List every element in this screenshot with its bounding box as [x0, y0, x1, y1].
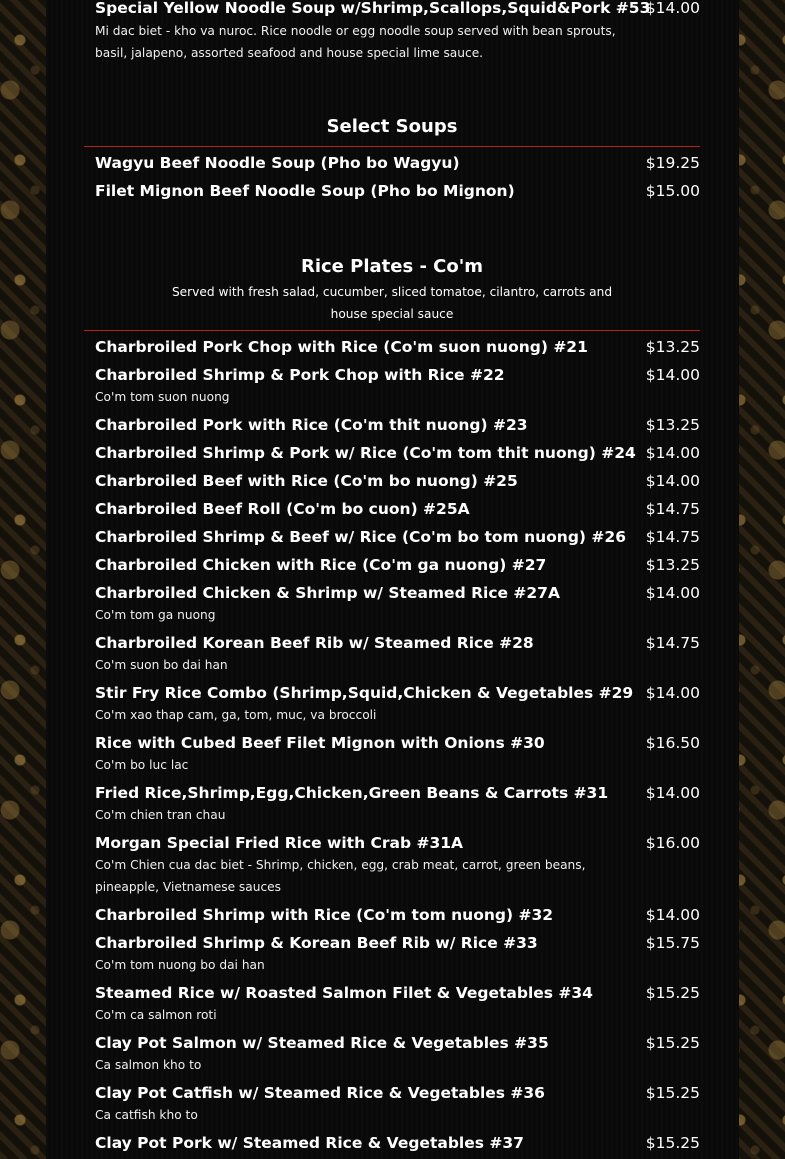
- section-divider: [84, 330, 700, 331]
- item-description: Co'm suon bo dai han: [95, 658, 228, 672]
- item-price: $14.00: [645, 684, 700, 702]
- item-description: Co'm ca salmon roti: [95, 1008, 217, 1022]
- item-name: Clay Pot Catfish w/ Steamed Rice & Vegetables #36: [95, 1084, 545, 1102]
- item-price: $15.25: [645, 984, 700, 1002]
- menu-item: [95, 0, 700, 60]
- item-price: $13.25: [645, 338, 700, 356]
- item-price: $14.00: [645, 472, 700, 490]
- item-price: $15.25: [645, 1134, 700, 1152]
- item-price: $16.50: [645, 734, 700, 752]
- item-name: Charbroiled Chicken & Shrimp w/ Steamed Rice #27A: [95, 584, 560, 602]
- item-description: Co'm xao thap cam, ga, tom, muc, va broccoli: [95, 708, 377, 722]
- item-description: Co'm Chien cua dac biet - Shrimp, chicken, egg, crab meat, carrot, green beans, pineapple, Vietnamese sauces: [95, 858, 586, 894]
- item-description: Co'm chien tran chau: [95, 808, 226, 822]
- item-name: Charbroiled Pork with Rice (Co'm thit nuong) #23: [95, 416, 528, 434]
- item-price: $15.75: [645, 934, 700, 952]
- item-price: $14.75: [645, 634, 700, 652]
- item-price: $14.00: [645, 0, 700, 17]
- item-name: Clay Pot Salmon w/ Steamed Rice & Vegetables #35: [95, 1034, 549, 1052]
- item-name: Charbroiled Beef with Rice (Co'm bo nuong) #25: [95, 472, 518, 490]
- item-description: Mi dac biet - kho va nuroc. Rice noodle or egg noodle soup served with bean sprouts, basil, jalapeno, assorted seafood and house special lime sauce.: [95, 24, 616, 60]
- item-price: $15.00: [645, 182, 700, 200]
- item-price: $14.75: [645, 500, 700, 518]
- item-price: $13.25: [645, 556, 700, 574]
- item-description: Co'm tom nuong bo dai han: [95, 958, 265, 972]
- item-description: Co'm bo luc lac: [95, 758, 189, 772]
- item-price: $14.75: [645, 528, 700, 546]
- item-name: Steamed Rice w/ Roasted Salmon Filet & Vegetables #34: [95, 984, 593, 1002]
- item-name: Charbroiled Beef Roll (Co'm bo cuon) #25A: [95, 500, 470, 518]
- item-name: Rice with Cubed Beef Filet Mignon with Onions #30: [95, 734, 545, 752]
- rice-plates-header: [84, 256, 700, 332]
- item-description: Ca salmon kho to: [95, 1058, 202, 1072]
- item-name: Morgan Special Fried Rice with Crab #31A: [95, 834, 464, 852]
- menu-item: [95, 182, 700, 202]
- item-price: $15.25: [645, 1084, 700, 1102]
- item-price: $14.00: [645, 784, 700, 802]
- item-price: $19.25: [645, 154, 700, 172]
- item-price: $15.25: [645, 1034, 700, 1052]
- item-name: Charbroiled Shrimp & Pork w/ Rice (Co'm tom thit nuong) #24: [95, 444, 636, 462]
- item-name: Stir Fry Rice Combo (Shrimp,Squid,Chicken & Vegetables #29: [95, 684, 634, 702]
- item-name: Charbroiled Shrimp & Pork Chop with Rice #22: [95, 366, 505, 384]
- item-name: Charbroiled Pork Chop with Rice (Co'm suon nuong) #21: [95, 338, 588, 356]
- item-price: $14.00: [645, 444, 700, 462]
- item-description: Co'm tom suon nuong: [95, 390, 230, 404]
- item-name: Charbroiled Shrimp & Beef w/ Rice (Co'm bo tom nuong) #26: [95, 528, 626, 546]
- menu-item: [95, 154, 700, 174]
- section-divider: [84, 146, 700, 147]
- item-name: Charbroiled Shrimp with Rice (Co'm tom nuong) #32: [95, 906, 554, 924]
- item-name: Filet Mignon Beef Noodle Soup (Pho bo Mignon): [95, 182, 515, 200]
- item-name: Special Yellow Noodle Soup w/Shrimp,Scallops,Squid&Pork #53: [95, 0, 651, 17]
- item-price: $14.00: [645, 906, 700, 924]
- select-soups-header: [84, 116, 700, 146]
- item-name: Charbroiled Chicken with Rice (Co'm ga nuong) #27: [95, 556, 547, 574]
- item-description: Ca catfish kho to: [95, 1108, 198, 1122]
- section-subtitle: Served with fresh salad, cucumber, sliced tomatoe, cilantro, carrots and house special sauce: [171, 285, 613, 321]
- item-name: Wagyu Beef Noodle Soup (Pho bo Wagyu): [95, 154, 460, 172]
- item-name: Charbroiled Korean Beef Rib w/ Steamed Rice #28: [95, 634, 534, 652]
- item-description: Co'm tom ga nuong: [95, 608, 216, 622]
- item-name: Fried Rice,Shrimp,Egg,Chicken,Green Beans & Carrots #31: [95, 784, 609, 802]
- item-name: Charbroiled Shrimp & Korean Beef Rib w/ Rice #33: [95, 934, 538, 952]
- item-price: $14.00: [645, 584, 700, 602]
- section-title: Select Soups: [326, 116, 458, 137]
- item-price: $14.00: [645, 366, 700, 384]
- section-title: Rice Plates - Co'm: [300, 256, 484, 277]
- item-price: $13.25: [645, 416, 700, 434]
- item-price: $16.00: [645, 834, 700, 852]
- item-name: Clay Pot Pork w/ Steamed Rice & Vegetables #37: [95, 1134, 524, 1152]
